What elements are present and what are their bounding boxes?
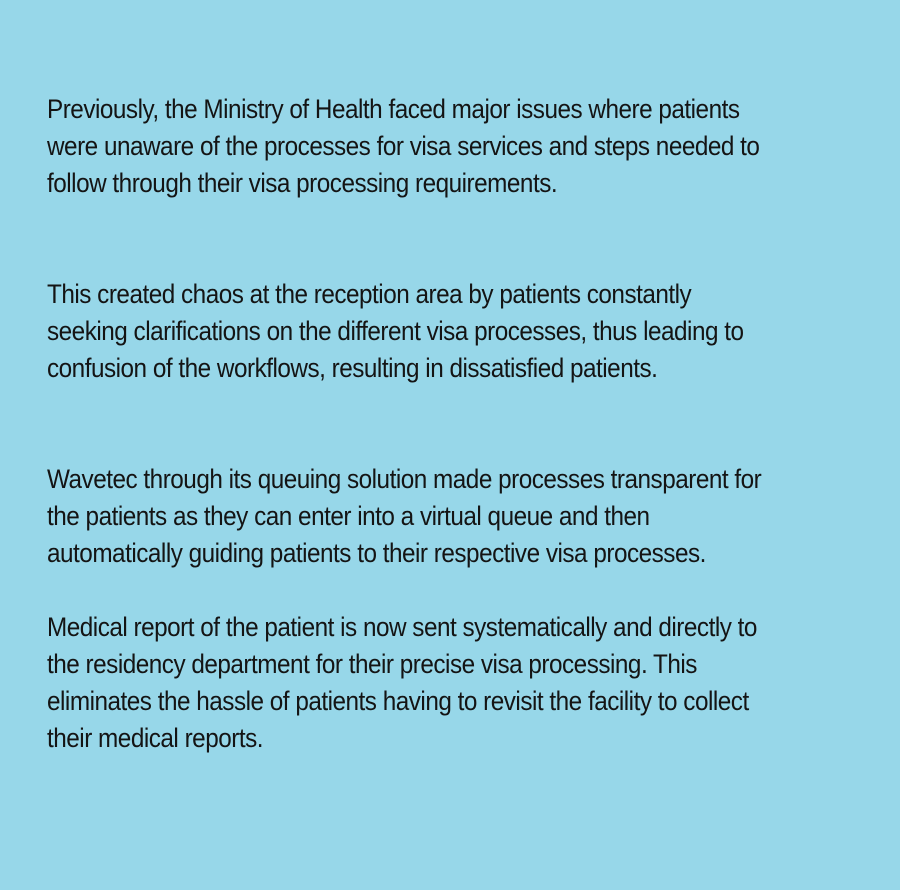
text-line: automatically guiding patients to their respective visa processes. — [47, 538, 706, 568]
text-line: Wavetec through its queuing solution made processes transparent for — [47, 464, 762, 494]
text-line: the residency department for their precise visa processing. This — [47, 649, 697, 679]
text-line: were unaware of the processes for visa services and steps needed to — [47, 131, 760, 161]
text-line: the patients as they can enter into a virtual queue and then — [47, 501, 650, 531]
paragraph-ministry-issues — [47, 91, 877, 202]
document-body — [47, 91, 877, 757]
text-line: This created chaos at the reception area by patients constantly — [47, 279, 692, 309]
paragraph-reception-chaos — [47, 276, 877, 387]
text-line: Previously, the Ministry of Health faced major issues where patients — [47, 94, 740, 124]
text-line: their medical reports. — [47, 723, 263, 753]
paragraph-spacer — [47, 387, 877, 461]
paragraph-wavetec-solution — [47, 461, 877, 572]
text-line: follow through their visa processing requirements. — [47, 168, 558, 198]
paragraph-medical-report — [47, 609, 877, 757]
paragraph-spacer — [47, 202, 877, 276]
text-line: Medical report of the patient is now sent systematically and directly to — [47, 612, 757, 642]
text-line: eliminates the hassle of patients having to revisit the facility to collect — [47, 686, 749, 716]
text-line: confusion of the workflows, resulting in dissatisfied patients. — [47, 353, 658, 383]
paragraph-spacer — [47, 572, 877, 609]
text-line: seeking clarifications on the different visa processes, thus leading to — [47, 316, 744, 346]
